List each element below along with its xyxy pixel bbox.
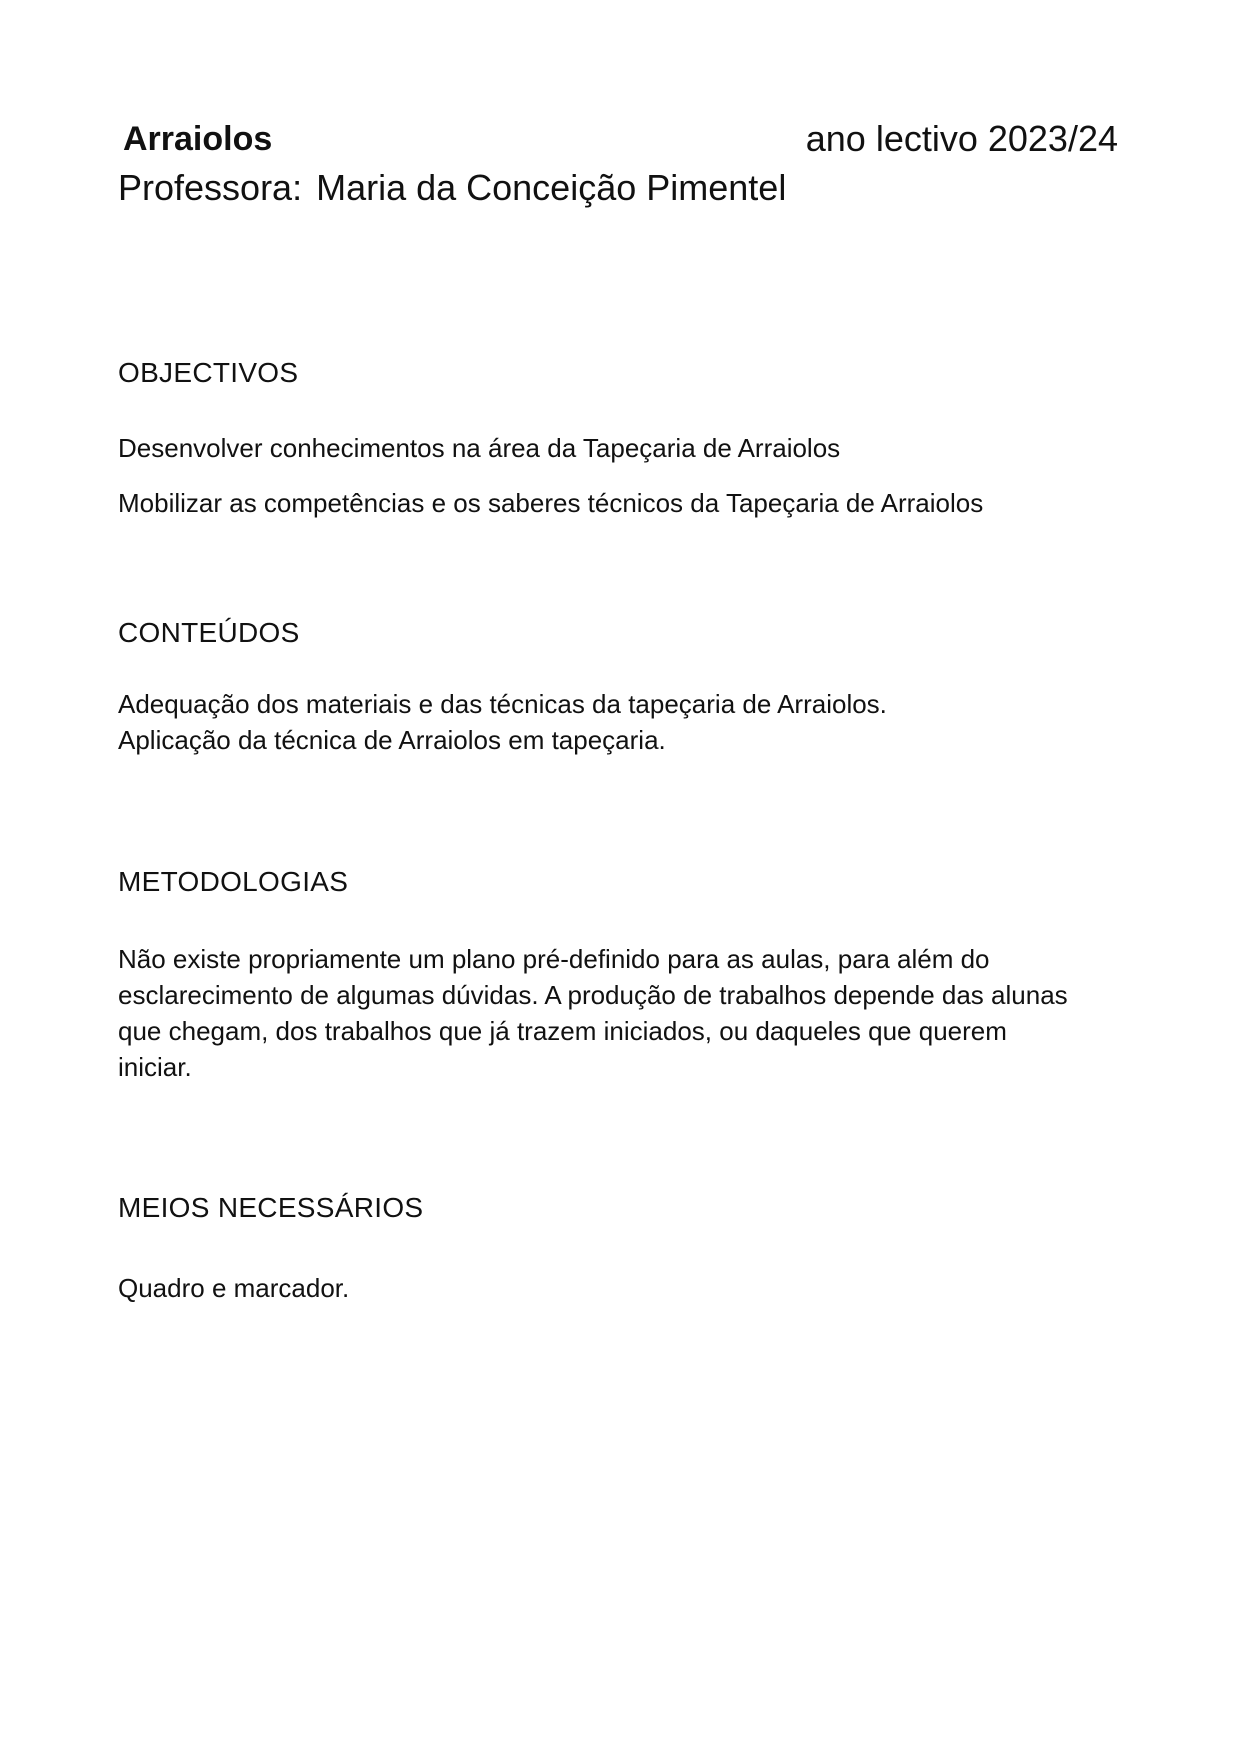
methodologies-paragraph [118, 941, 1128, 1085]
contents-paragraph [118, 686, 1128, 758]
methodologies-line: esclarecimento de algumas dúvidas. A produção de trabalhos depende das alunas [118, 980, 1068, 1010]
teacher-name: Maria da Conceição Pimentel [316, 167, 787, 208]
methodologies-line: que chegam, dos trabalhos que já trazem iniciados, ou daqueles que querem [118, 1016, 1007, 1046]
teacher-label: Professora: [118, 167, 303, 208]
teacher-line [118, 166, 786, 210]
contents-line: Aplicação da técnica de Arraiolos em tapeçaria. [118, 725, 666, 755]
resources-text: Quadro e marcador. [118, 1273, 350, 1303]
methodologies-line: Não existe propriamente um plano pré-definido para as aulas, para além do [118, 944, 990, 974]
contents-heading: CONTEÚDOS [118, 617, 300, 648]
school-year: ano lectivo 2023/24 [805, 118, 1118, 159]
objective-item: Mobilizar as competências e os saberes técnicos da Tapeçaria de Arraiolos [118, 488, 984, 518]
methodologies-heading: METODOLOGIAS [118, 866, 349, 897]
objectives-heading: OBJECTIVOS [118, 357, 299, 388]
resources-heading: MEIOS NECESSÁRIOS [118, 1192, 424, 1223]
contents-line: Adequação dos materiais e das técnicas da tapeçaria de Arraiolos. [118, 689, 887, 719]
subject-title: Arraiolos [123, 120, 273, 158]
methodologies-line: iniciar. [118, 1052, 192, 1082]
objective-item: Desenvolver conhecimentos na área da Tapeçaria de Arraiolos [118, 433, 841, 463]
